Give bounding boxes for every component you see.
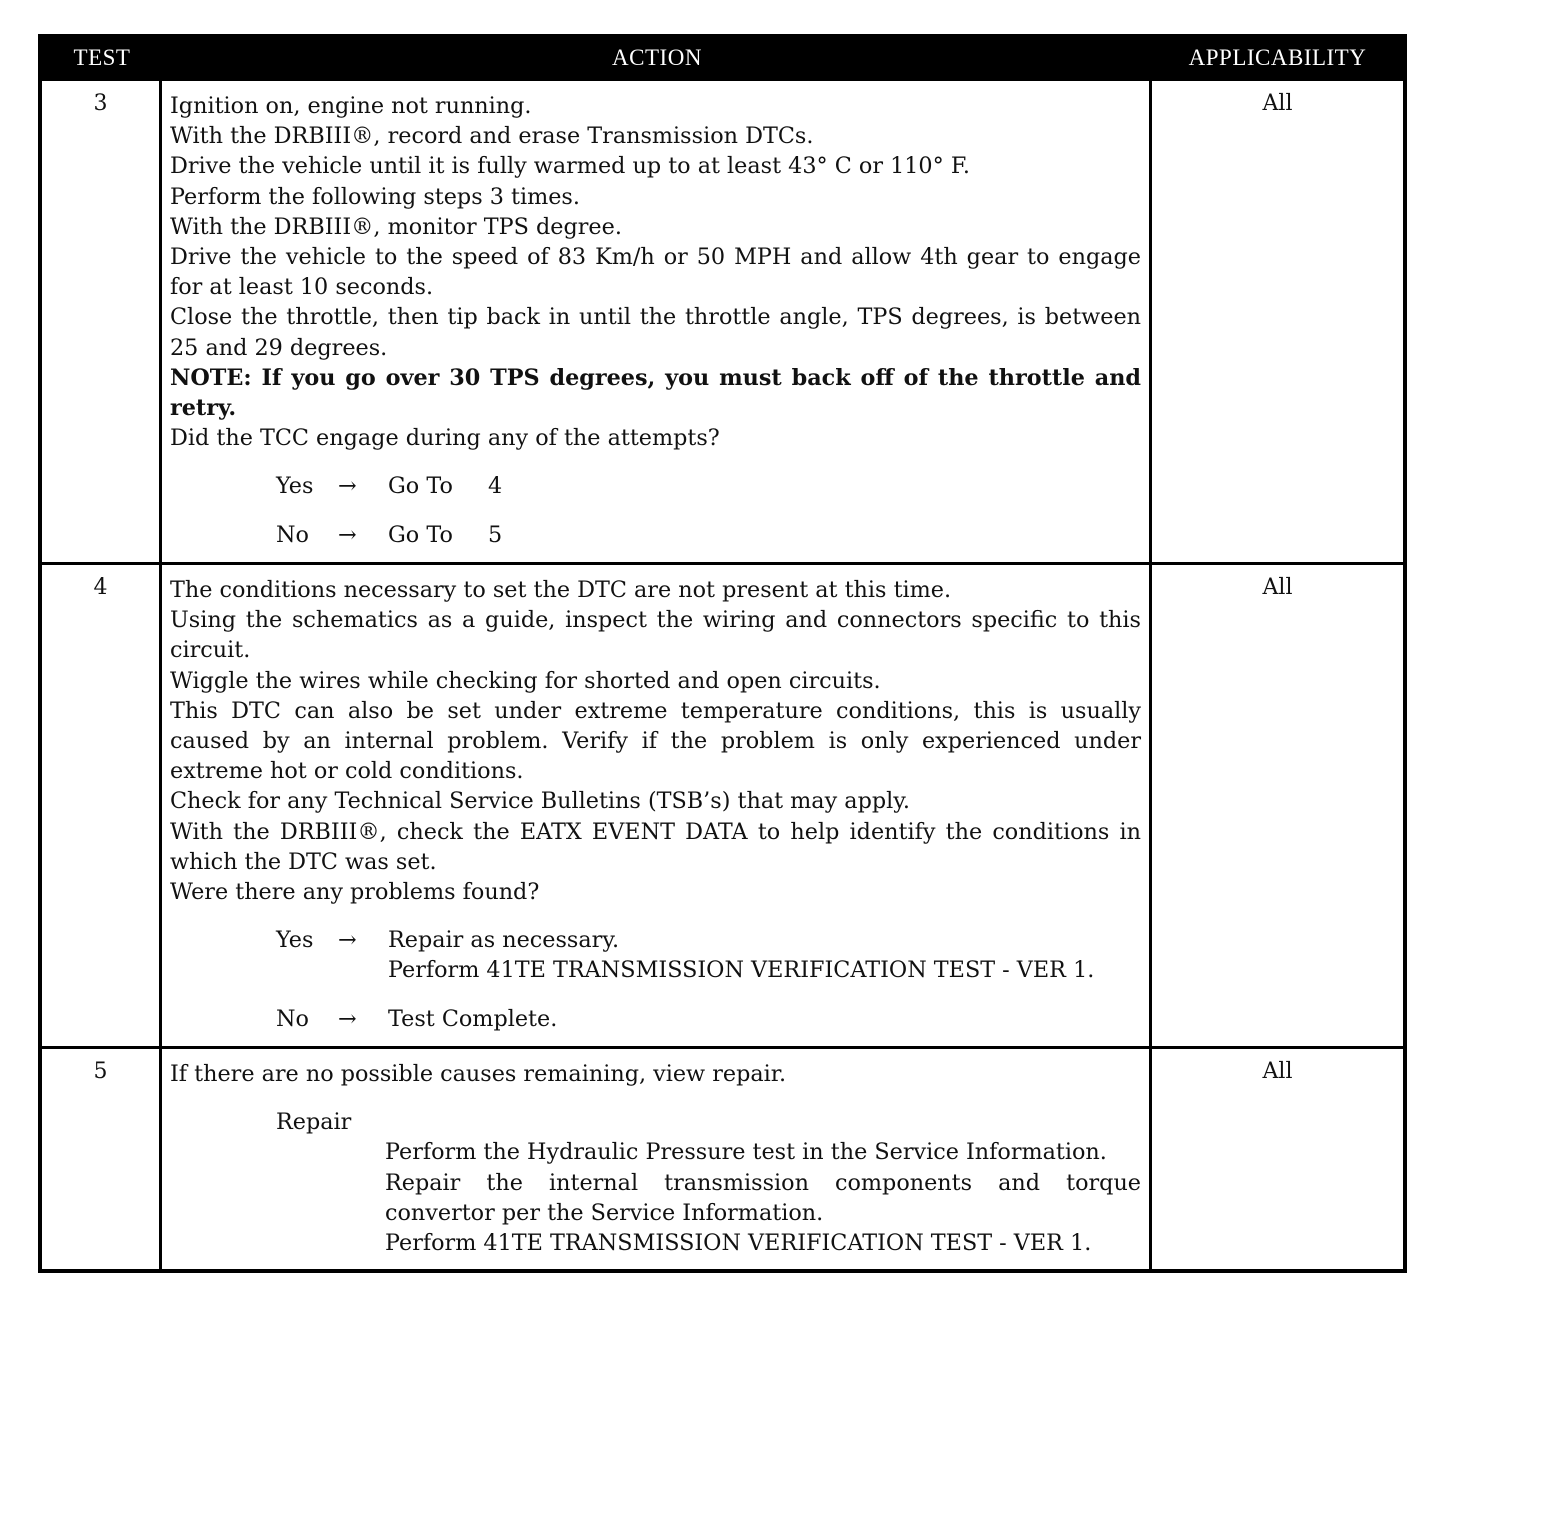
action-line: If there are no possible causes remaining, view repair. <box>170 1061 787 1087</box>
arrow-icon: → <box>338 521 357 548</box>
result-text: Test Complete. <box>388 1005 558 1032</box>
no-label: No <box>276 521 309 548</box>
goto-label: Go To <box>388 473 453 500</box>
applicability-cell: All <box>1262 1059 1293 1084</box>
action-line: This DTC can also be set under extreme temperature conditions, this is usually caused by an internal problem. Verify if the problem is only experienced under extreme hot or cold conditions. <box>170 697 1141 785</box>
action-line: Perform the following steps 3 times. <box>170 183 580 210</box>
test-number: 3 <box>42 81 162 562</box>
applicability-cell: All <box>1262 91 1293 116</box>
goto-target: 4 <box>488 473 503 500</box>
action-line: Ignition on, engine not running. <box>170 93 532 119</box>
action-cell <box>162 565 1152 1046</box>
goto-target: 5 <box>488 521 503 548</box>
table-row <box>42 78 1403 562</box>
action-cell <box>162 81 1152 562</box>
result-text: Perform 41TE TRANSMISSION VERIFICATION TEST - VER 1. <box>388 957 1095 984</box>
result-text: Repair as necessary. <box>388 927 620 954</box>
no-option <box>276 520 1141 550</box>
yes-label: Yes <box>276 473 314 500</box>
action-line: Wiggle the wires while checking for shorted and open circuits. <box>170 667 881 694</box>
no-option <box>276 1004 1141 1034</box>
action-line: Drive the vehicle until it is fully warmed up to at least 43° C or 110° F. <box>170 153 970 180</box>
yes-option <box>276 471 1141 501</box>
action-line: With the DRBIII®, check the EATX EVENT DATA to help identify the conditions in which the DTC was set. <box>170 818 1141 875</box>
goto-label: Go To <box>388 521 453 548</box>
repair-line: Repair the internal transmission components and torque convertor per the Service Information. <box>385 1169 1141 1226</box>
arrow-icon: → <box>338 1005 357 1032</box>
header-applicability: APPLICABILITY <box>1188 45 1367 70</box>
arrow-icon: → <box>338 927 357 954</box>
action-line: Check for any Technical Service Bulletins (TSB’s) that may apply. <box>170 788 910 815</box>
test-number: 4 <box>42 565 162 1046</box>
action-cell <box>162 1049 1152 1269</box>
diagnostic-table <box>38 34 1407 1273</box>
action-line: With the DRBIII®, record and erase Transmission DTCs. <box>170 123 814 150</box>
yes-option <box>276 925 1141 985</box>
action-line: Using the schematics as a guide, inspect the wiring and connectors specific to this circuit. <box>170 607 1141 664</box>
question-text: Were there any problems found? <box>170 879 540 906</box>
no-label: No <box>276 1005 309 1032</box>
repair-label: Repair <box>276 1109 352 1136</box>
note-text: NOTE: If you go over 30 TPS degrees, you must back off of the throttle and retry. <box>170 364 1141 422</box>
repair-line: Perform 41TE TRANSMISSION VERIFICATION TEST - VER 1. <box>385 1230 1092 1257</box>
table-row <box>42 1046 1403 1269</box>
test-number: 5 <box>42 1049 162 1269</box>
repair-steps <box>385 1137 1141 1258</box>
action-line: Close the throttle, then tip back in until the throttle angle, TPS degrees, is between 25 and 29 degrees. <box>170 304 1141 361</box>
action-line: Drive the vehicle to the speed of 83 Km/h or 50 MPH and allow 4th gear to engage for at least 10 seconds. <box>170 244 1141 301</box>
yes-label: Yes <box>276 927 314 954</box>
arrow-icon: → <box>338 473 357 500</box>
table-row <box>42 562 1403 1046</box>
applicability-cell: All <box>1262 575 1293 600</box>
repair-line: Perform the Hydraulic Pressure test in the Service Information. <box>385 1139 1107 1166</box>
table-header <box>42 38 1403 78</box>
header-test: TEST <box>73 45 131 70</box>
action-line: With the DRBIII®, monitor TPS degree. <box>170 213 622 240</box>
action-line: The conditions necessary to set the DTC are not present at this time. <box>170 577 952 603</box>
header-action: ACTION <box>612 45 702 70</box>
question-text: Did the TCC engage during any of the attempts? <box>170 425 720 452</box>
